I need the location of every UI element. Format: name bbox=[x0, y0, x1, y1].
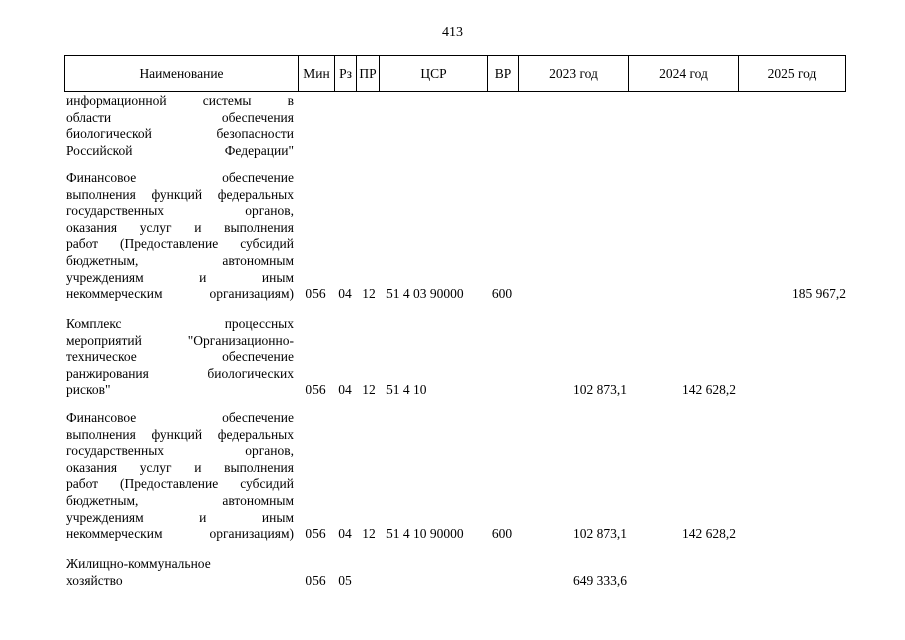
header-name: Наименование bbox=[65, 56, 299, 91]
row-name-line: Комплекс процессных bbox=[66, 316, 294, 331]
row-vr: 600 bbox=[491, 286, 513, 302]
row-pr: 12 bbox=[362, 526, 376, 542]
header-2025: 2025 год bbox=[767, 66, 817, 81]
row-name-line: мероприятий "Организационно- bbox=[66, 332, 294, 348]
row-name-line: Жилищно-коммунальное bbox=[66, 556, 211, 571]
row-vr: 600 bbox=[491, 526, 513, 542]
row-csr: 51 4 10 90000 bbox=[386, 526, 464, 542]
row-name bbox=[66, 316, 294, 399]
row-name-line: бюджетным, автономным bbox=[66, 252, 294, 268]
row-name-line: техническое обеспечение bbox=[66, 349, 294, 365]
page-number: 413 bbox=[442, 25, 463, 40]
row-min: 056 bbox=[305, 526, 326, 542]
row-name bbox=[66, 556, 294, 589]
row-rz: 04 bbox=[338, 382, 352, 398]
row-2025: 185 967,2 bbox=[792, 286, 846, 302]
row-name-line: выполнения функций федеральных bbox=[66, 426, 294, 442]
table-header bbox=[64, 55, 846, 92]
row-name-line: хозяйство bbox=[66, 572, 123, 588]
row-name-line: рисков" bbox=[66, 382, 111, 398]
row-pr: 12 bbox=[362, 286, 376, 302]
header-min: Мин bbox=[299, 56, 335, 91]
row-name-line: информационной системы в bbox=[66, 93, 294, 108]
row-name-line: государственных органов, bbox=[66, 443, 294, 459]
row-2023: 102 873,1 bbox=[573, 382, 627, 398]
header-csr: ЦСР bbox=[380, 56, 488, 91]
row-name-line: оказания услуг и выполнения bbox=[66, 459, 294, 475]
header-pr: ПР bbox=[357, 56, 380, 91]
row-name-line: биологической безопасности bbox=[66, 126, 294, 142]
row-name-line: ранжирования биологических bbox=[66, 365, 294, 381]
row-name-line: Финансовое обеспечение bbox=[66, 410, 294, 425]
row-name-line: Российской Федерации" bbox=[66, 142, 294, 158]
row-name-line: работ (Предоставление субсидий bbox=[66, 476, 294, 492]
row-name-line: выполнения функций федеральных bbox=[66, 186, 294, 202]
row-pr: 12 bbox=[362, 382, 376, 398]
row-name-line: некоммерческим организациям) bbox=[66, 526, 294, 542]
header-rz: Рз bbox=[335, 56, 357, 91]
row-name-line: Финансовое обеспечение bbox=[66, 170, 294, 185]
row-min: 056 bbox=[305, 572, 326, 588]
row-name-line: области обеспечения bbox=[66, 109, 294, 125]
row-name-line: учреждениям и иным bbox=[66, 269, 294, 285]
row-rz: 05 bbox=[338, 572, 352, 588]
row-2024: 142 628,2 bbox=[682, 382, 736, 398]
row-name bbox=[66, 410, 294, 543]
row-min: 056 bbox=[305, 382, 326, 398]
row-2023: 649 333,6 bbox=[573, 572, 627, 588]
row-rz: 04 bbox=[338, 526, 352, 542]
row-name-line: учреждениям и иным bbox=[66, 509, 294, 525]
row-rz: 04 bbox=[338, 286, 352, 302]
header-vr: ВР bbox=[488, 56, 519, 91]
row-csr: 51 4 10 bbox=[386, 382, 427, 398]
row-name-line: бюджетным, автономным bbox=[66, 492, 294, 508]
row-2023: 102 873,1 bbox=[573, 526, 627, 542]
header-2024: 2024 год bbox=[629, 56, 739, 91]
row-2024: 142 628,2 bbox=[682, 526, 736, 542]
header-2023: 2023 год bbox=[519, 56, 629, 91]
row-name-line: некоммерческим организациям) bbox=[66, 286, 294, 302]
row-name-line: работ (Предоставление субсидий bbox=[66, 236, 294, 252]
row-name bbox=[66, 170, 294, 303]
row-name-line: оказания услуг и выполнения bbox=[66, 219, 294, 235]
row-name bbox=[66, 93, 294, 159]
row-min: 056 bbox=[305, 286, 326, 302]
row-csr: 51 4 03 90000 bbox=[386, 286, 464, 302]
row-name-line: государственных органов, bbox=[66, 203, 294, 219]
